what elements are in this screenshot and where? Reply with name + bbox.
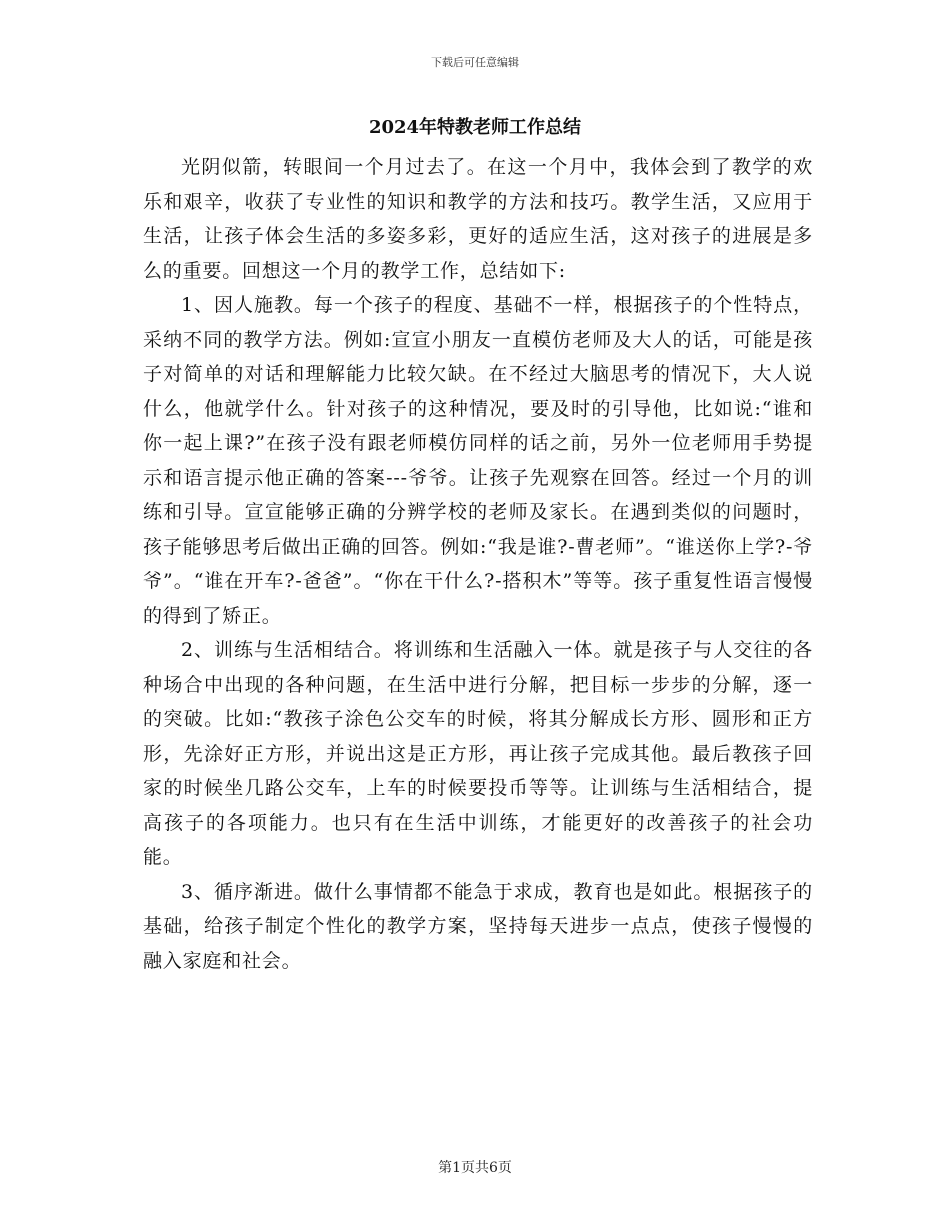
paragraph-point-3: 3、循序渐进。做什么事情都不能急于求成，教育也是如此。根据孩子的基础，给孩子制定个性化的教学方案，坚持每天进步一点点，使孩子慢慢的融入家庭和社会。 [143, 880, 813, 972]
document-body [143, 150, 813, 978]
paragraph-intro: 光阴似箭，转眼间一个月过去了。在这一个月中，我体会到了教学的欢乐和艰辛，收获了专业性的知识和教学的方法和技巧。教学生活，又应用于生活，让孩子体会生活的多姿多彩，更好的适应生活，这对孩子的进展是多么的重要。回想这一个月的教学工作，总结如下: [143, 156, 813, 282]
paragraph-point-2: 2、训练与生活相结合。将训练和生活融入一体。就是孩子与人交往的各种场合中出现的各种问题，在生活中进行分解，把目标一步步的分解，逐一的突破。比如:“教孩子涂色公交车的时候，将其分解成长方形、圆形和正方形，先涂好正方形，并说出这是正方形，再让孩子完成其他。最后教孩子回家的时候坐几路公交车，上车的时候要投币等等。让训练与生活相结合，提高孩子的各项能力。也只有在生活中训练，才能更好的改善孩子的社会功能。 [143, 639, 813, 868]
page-number: 第1页共6页 [438, 1160, 512, 1176]
paragraph-point-1: 1、因人施教。每一个孩子的程度、基础不一样，根据孩子的个性特点，采纳不同的教学方法。例如:宣宣小朋友一直模仿老师及大人的话，可能是孩子对简单的对话和理解能力比较欠缺。在不经过大脑思考的情况下，大人说什么，他就学什么。针对孩子的这种情况，要及时的引导他，比如说:“谁和你一起上课?”在孩子没有跟老师模仿同样的话之前，另外一位老师用手势提示和语言提示他正确的答案---爷爷。让孩子先观察在回答。经过一个月的训练和引导。宣宣能够正确的分辨学校的老师及家长。在遇到类似的问题时，孩子能够思考后做出正确的回答。例如:“我是谁?-曹老师”。“谁送你上学?-爷爷”。“谁在开车?-爸爸”。“你在干什么?-搭积木”等等。孩子重复性语言慢慢的得到了矫正。 [143, 294, 813, 627]
document-title: 2024年特教老师工作总结 [368, 117, 582, 138]
header-note: 下载后可任意编辑 [431, 56, 519, 69]
